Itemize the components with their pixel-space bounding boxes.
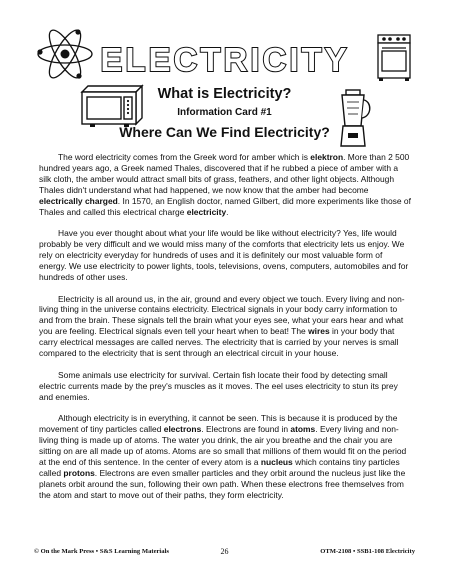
key-term: nucleus <box>260 456 293 467</box>
text-run: . In 1570, an English doctor, named Gilbert, did more experiments like those of Thales and called this electrical charge <box>39 195 411 217</box>
text-run: which contains tiny particles called <box>39 456 400 478</box>
text-run: . More than 2 500 hundred years ago, a Greek named Thales, discovered that if he rubbed a piece of amber with a silk cloth, the amber would attract small bits of grass, feathers, and other light objects. Although Thales didn't understand what had happened, we now know that the amber had become <box>39 152 410 195</box>
page-number: 26 <box>220 547 229 556</box>
key-term: protons <box>63 467 95 478</box>
page-title <box>0 40 449 80</box>
main-question: What is Electricity? <box>157 86 292 102</box>
card-label: Information Card #1 <box>177 107 272 118</box>
text-run: . Electrons are even smaller particles and they orbit around the nucleus just like the planets orbit around the sun, following their own path. When these electrons free themselves from the atom and start to move out of their paths, they form electricity. <box>39 467 406 500</box>
text-run: . Every living and non-living thing is made up of atoms. The water you drink, the air you breathe and the chair you are sitting on are all made up of atoms. Atoms are so small that millions of them would fit on the period at the end of this sentence. In the center of every atom is a <box>39 424 407 467</box>
paragraph <box>39 228 411 283</box>
text-run: Electricity is all around us, in the air, ground and every object we touch. Every living and non-living thing in the universe contains electricity. Electrical signals in your body carry information to and from the brain. These signals tell the brain what your eyes see, what your ears hear and what you are feeling. Electrical signals even tell your heart when to beat! The <box>39 293 405 337</box>
text-run: The word electricity comes from the Greek word for amber which is <box>58 152 311 162</box>
text-run: Have you ever thought about what your life would be like without electricity? Yes, life would probably be very difficult and we would miss many of the comforts that electricity lets us enjoy. We rely on electricity everyday for hundreds of uses and it is definitely our most valuable form of energy. We use electricity to power lights, tools, televisions, ovens, computers, automobiles and for hundreds of other uses. <box>39 228 409 282</box>
text-run: . Electrons are found in <box>201 424 291 435</box>
key-term: atoms <box>290 424 316 435</box>
footer-publisher: © On the Mark Press • S&S Learning Materials <box>34 548 169 555</box>
paragraph <box>39 152 411 217</box>
footer-product-code: OTM-2108 • SSB1-108 Electricity <box>320 548 415 555</box>
text-run: Although electricity is in everything, it cannot be seen. This is because it is produced by the movement of tiny particles called <box>39 413 398 435</box>
text-run: Some animals use electricity for survival. Certain fish locate their food by detecting small electric currents made by the prey's muscles as it moves. The eel uses electricity to stun its prey and enemies. <box>39 369 398 402</box>
paragraph <box>39 294 411 359</box>
key-term: wires <box>308 326 330 337</box>
text-run: . <box>226 206 229 217</box>
paragraph <box>39 413 411 500</box>
key-term: electrons <box>163 424 202 435</box>
paragraph <box>39 370 411 403</box>
body-text <box>39 152 411 511</box>
key-term: elektron <box>310 152 344 162</box>
page-title-text: ELECTRICITY <box>99 41 350 78</box>
key-term: electricity <box>186 206 227 217</box>
section-subtitle: Where Can We Find Electricity? <box>119 124 330 140</box>
text-run: in your body that carry electrical messages are called nerves. The electricity that is carried by your nerves is small compared to the electricity that is sent through an electrical circuit in your house. <box>39 326 399 359</box>
key-term: electrically charged <box>39 195 118 206</box>
